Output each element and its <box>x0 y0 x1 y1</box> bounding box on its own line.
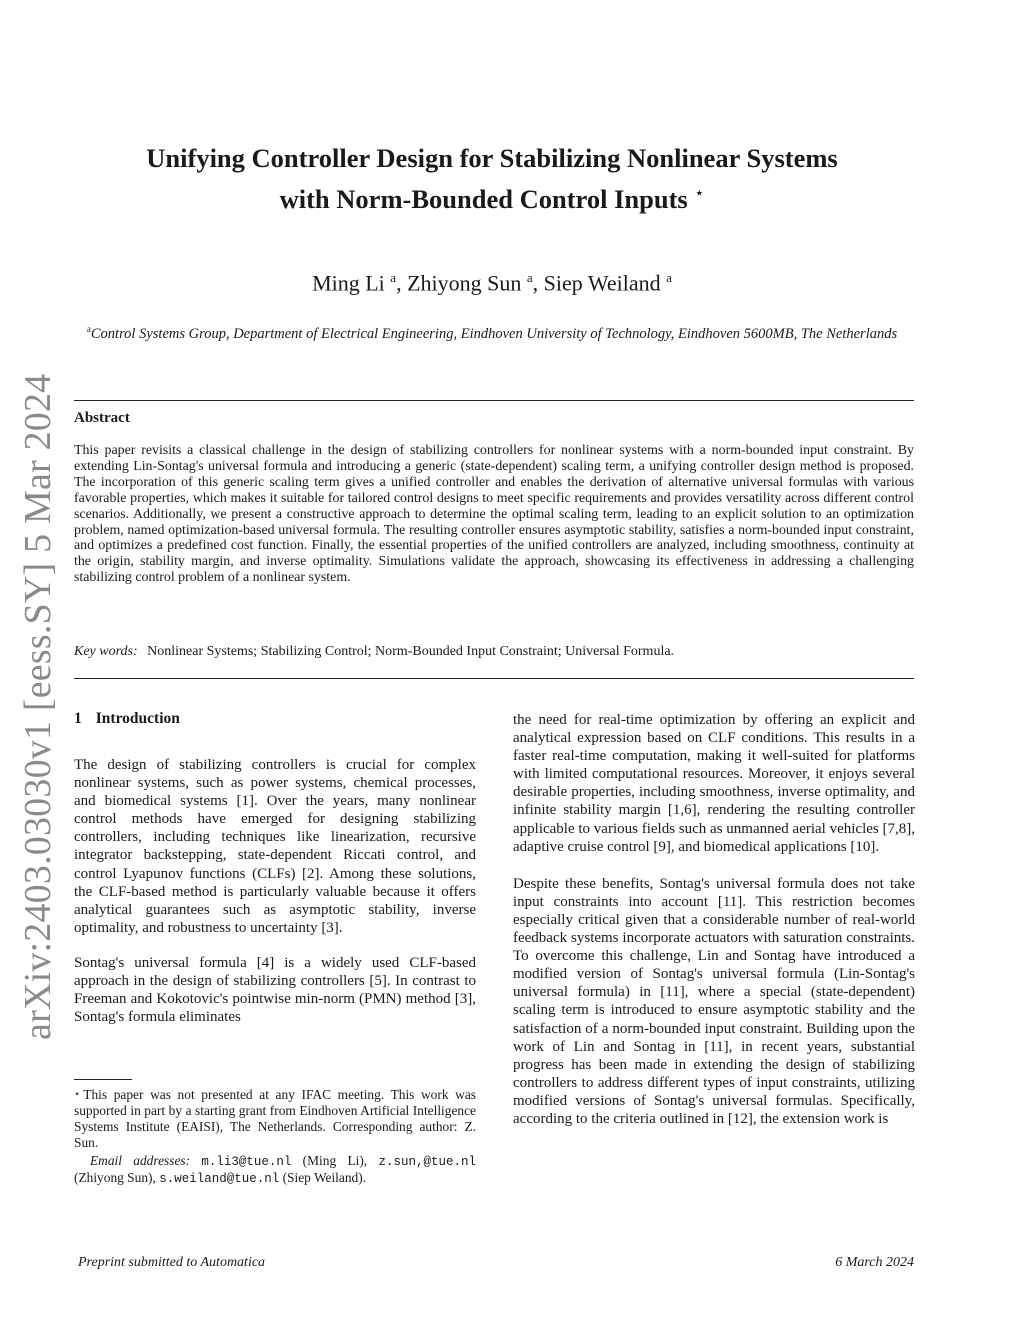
email-owner: (Siep Weiland). <box>282 1170 367 1185</box>
paragraph: the need for real-time optimization by offering an explicit and analytical expression based on CLF conditions. This results in a faster real-time computation, making it well-suited for platforms with limited computational resources. Moreover, it enjoys several desirable properties, including smoothness, inverse optimality, and infinite stability margin [1,6], rendering the resulting controller applicable to various fields such as unmanned aerial vehicles [7,8], adaptive cruise control [9], and biomedical applications [10]. <box>513 712 915 855</box>
abstract-top-rule <box>74 400 914 401</box>
author-affil-mark: a <box>390 270 397 285</box>
title-line-1: Unifying Controller Design for Stabilizing Nonlinear Systems <box>146 143 838 173</box>
title-footnote-mark: ⋆ <box>694 185 705 202</box>
affiliation-text: Control Systems Group, Department of Electrical Engineering, Eindhoven University of Technology, Eindhoven 5600MB, The Netherlands <box>90 325 898 342</box>
abstract-text: This paper revisits a classical challenge in the design of stabilizing controllers for nonlinear systems with a norm-bounded input constraint. By extending Lin-Sontag's universal formula and introducing a generic (state-dependent) scaling term, a unifying controller design method is proposed. The incorporation of this generic scaling term gives a unified controller and enables the derivation of alternative universal formulas with various favorable properties, which makes it suitable for tailored control designs to meet specific requirements and provides versatility across different control scenarios. Additionally, we present a constructive approach to determine the optimal scaling term, leading to an explicit solution to an optimization problem, named optimization-based universal formula. The resulting controller ensures asymptotic stability, satisfies a norm-bounded input constraint, and optimizes a predefined cost function. Finally, the essential properties of the unified controllers are analyzed, including smoothness, continuity at the origin, stability margin, and inverse optimality. Simulations validate the approach, showcasing its effectiveness in addressing a challenging stabilizing control problem of a nonlinear system. <box>74 443 914 586</box>
title-line-2-text: with Norm-Bounded Control Inputs <box>279 183 688 214</box>
author-name: Siep Weiland <box>543 270 661 296</box>
email-owner: (Zhiyong Sun), <box>74 1170 156 1185</box>
abstract-heading: Abstract <box>74 410 130 426</box>
footnote-emails <box>74 1153 476 1187</box>
author-affil-mark: a <box>666 270 672 285</box>
footnote-rule <box>74 1079 132 1080</box>
author-list: Ming Li $^a$, Zhiyong Sun $^a$, Siep Weiland $^a$ <box>312 270 672 296</box>
abstract-bottom-rule <box>74 678 914 679</box>
paper-title <box>60 140 924 217</box>
keywords-text: Nonlinear Systems; Stabilizing Control; Norm-Bounded Input Constraint; Universal Formula. <box>147 644 675 659</box>
section-title: Introduction <box>95 710 180 727</box>
author-name: Ming Li <box>312 270 385 296</box>
paragraph: Sontag's universal formula [4] is a widely used CLF-based approach in the design of stabilizing controllers [5]. In contrast to Freeman and Kokotovic's pointwise min-norm (PMN) method [3], Sontag's formula eliminates <box>74 954 476 1026</box>
section-number: 1 <box>74 710 82 727</box>
title-line-2 <box>60 176 924 217</box>
email-owner: (Ming Li), <box>302 1153 368 1168</box>
footnote <box>74 1087 476 1187</box>
section-heading <box>74 710 180 728</box>
email-link[interactable]: s.weiland@tue.nl <box>159 1172 280 1186</box>
footnote-text <box>74 1087 476 1151</box>
footnote-mark: ⋆ <box>74 1089 81 1100</box>
arxiv-side-label: arXiv:2403.03030v1 [eess.SY] 5 Mar 2024 <box>17 373 59 1040</box>
email-link[interactable]: m.li3@tue.nl <box>201 1155 292 1169</box>
keywords <box>74 644 914 660</box>
affiliation-mark: a <box>86 324 91 334</box>
footer-right: 6 March 2024 <box>835 1255 914 1270</box>
email-link[interactable]: z.sun,@tue.nl <box>378 1155 476 1169</box>
author-affil-mark: a <box>526 270 533 285</box>
author-name: Zhiyong Sun <box>407 270 522 296</box>
footnote-body: This paper was not presented at any IFAC meeting. This work was supported in part by a starting grant from Eindhoven Artificial Intelligence Systems Institute (EAISI), The Netherlands. Corresponding author: Z. Sun. <box>74 1087 476 1150</box>
paragraph: The design of stabilizing controllers is crucial for complex nonlinear systems, such as power systems, chemical processes, and biomedical systems [1]. Over the years, many nonlinear control methods have emerged for designing stabilizing controllers, including techniques like linearization, recursive integrator backstepping, state-dependent Riccati control, and control Lyapunov functions (CLFs) [2]. Among these solutions, the CLF-based method is particularly valuable because it offers analytical guarantees such as asymptotic stability, inverse optimality, and robustness to uncertainty [3]. <box>74 757 476 936</box>
paragraph: Despite these benefits, Sontag's universal formula does not take input constraints into account [11]. This restriction becomes especially critical given that a considerable number of real-world feedback systems incorporate actuators with saturation constraints. To overcome this challenge, Lin and Sontag have introduced a modified version of Sontag's universal formula (Lin-Sontag's universal formula) in [11], where a special (state-dependent) scaling term is introduced to ensure asymptotic stability and the satisfaction of a norm-bounded input constraint. Building upon the work of Lin and Sontag in [11], in recent years, substantial progress has been made in extending the design of stabilizing controllers to address different types of input constraints, utilizing modified versions of Sontag's universal formulas. Specifically, according to the criteria outlined in [12], the extension work is <box>513 875 915 1127</box>
footer-left: Preprint submitted to Automatica <box>78 1255 266 1270</box>
keywords-label: Key words: <box>74 644 138 659</box>
column-left <box>74 756 476 1026</box>
affiliation <box>60 320 924 343</box>
column-right <box>513 711 915 1128</box>
email-label: Email addresses: <box>90 1153 191 1168</box>
